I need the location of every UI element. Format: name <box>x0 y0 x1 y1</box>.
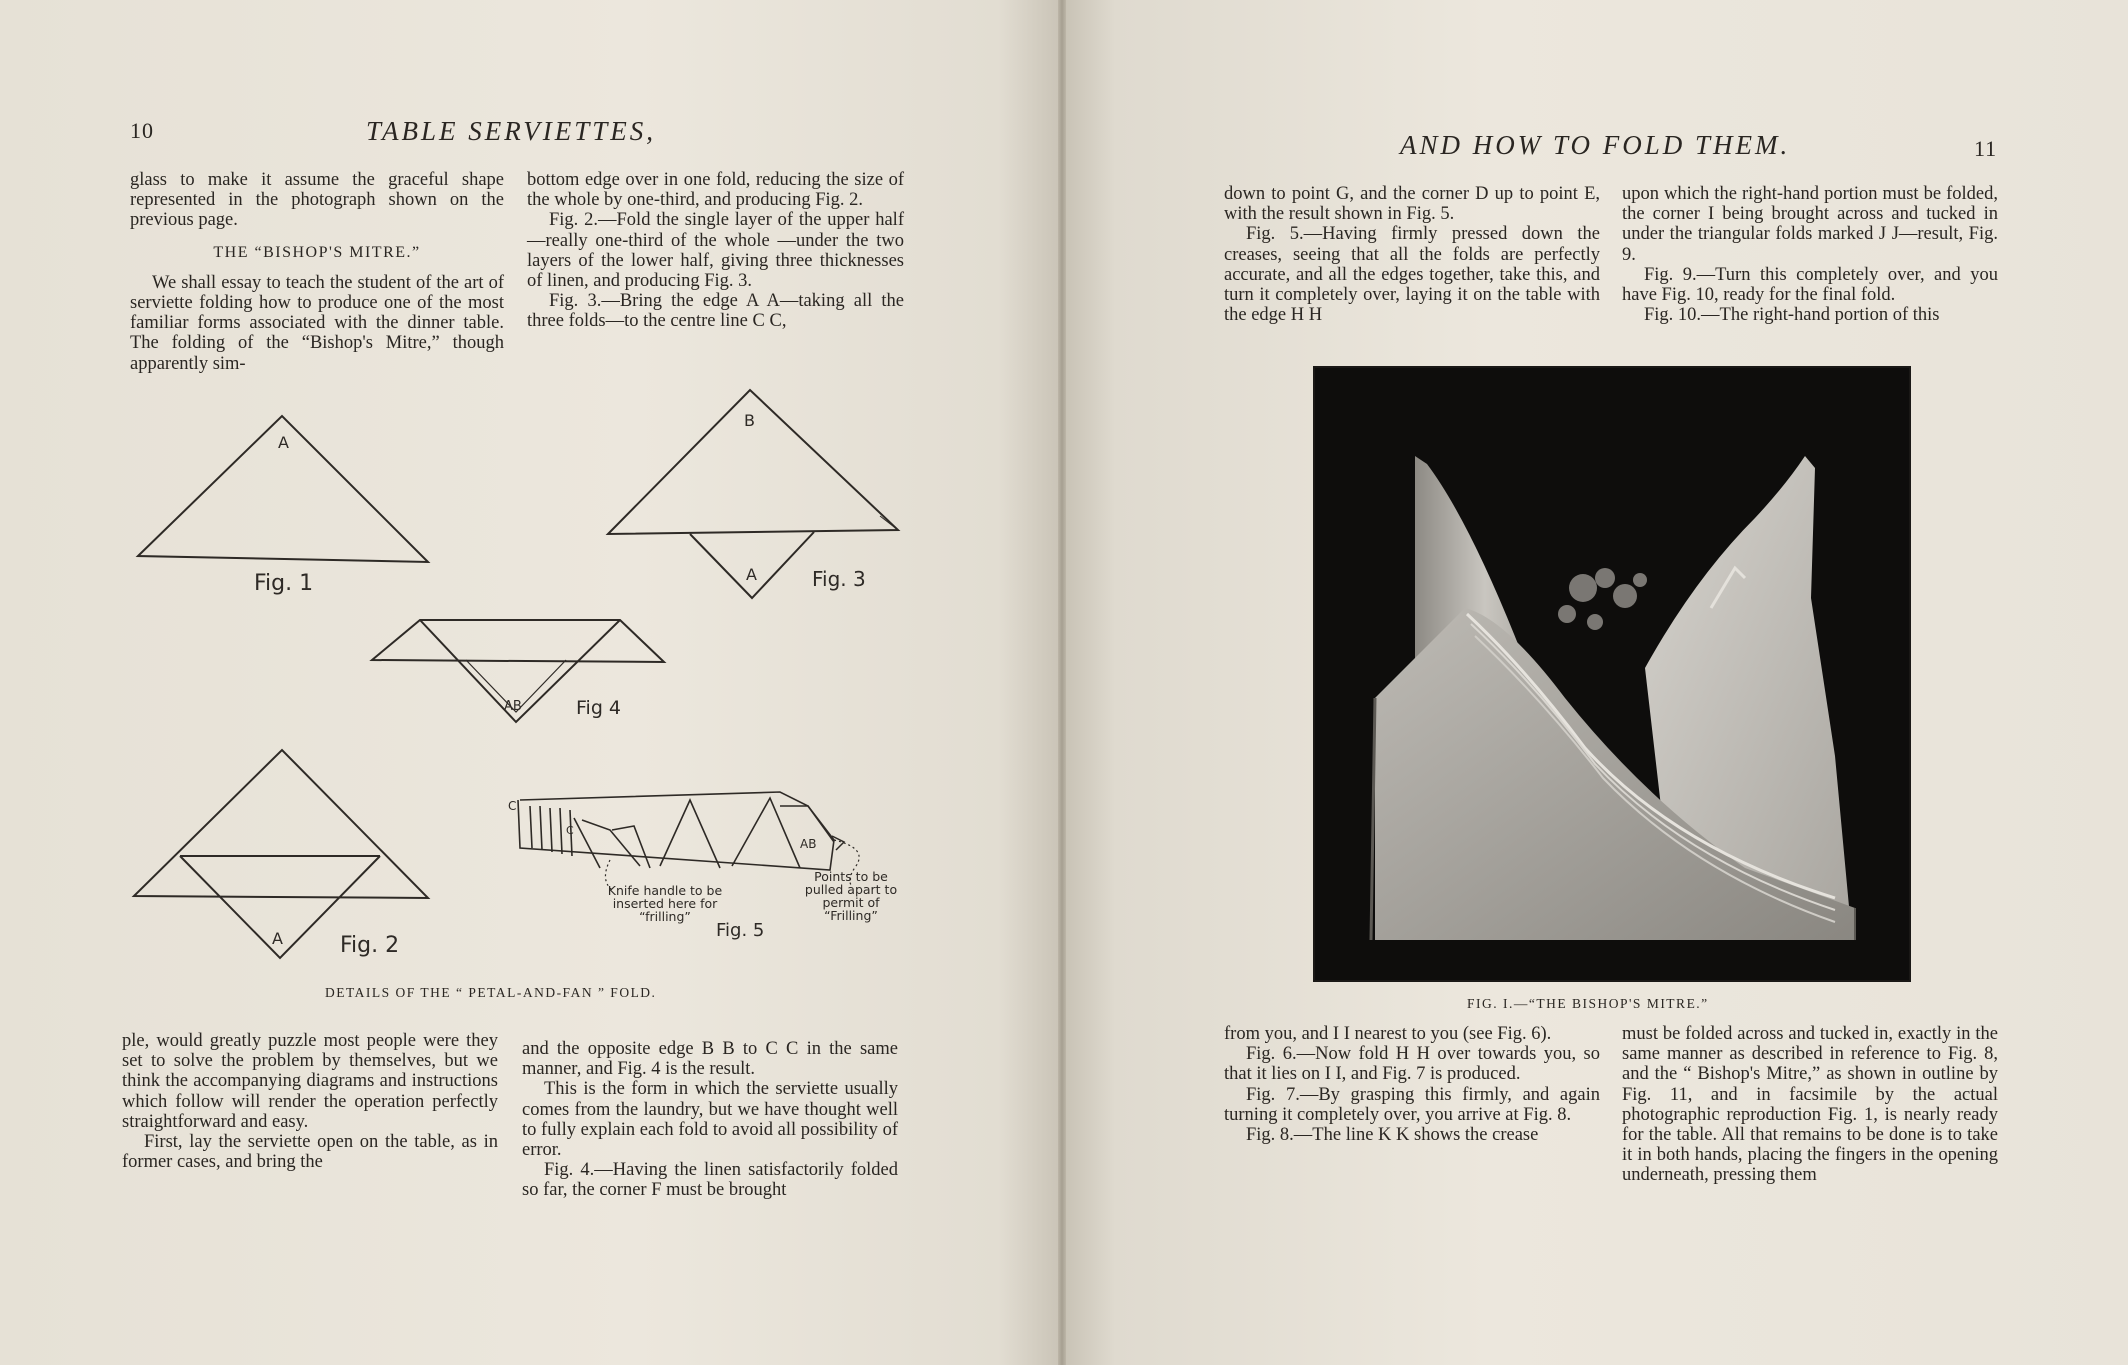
paragraph: Fig. 6.—Now fold H H over towards you, so that it lies on I I, and Fig. 7 is produced. <box>1224 1044 1600 1085</box>
paragraph: Fig. 8.—The line K K shows the crease <box>1246 1125 1539 1146</box>
paragraph: First, lay the serviette open on the table, as in former cases, and bring the <box>122 1132 498 1173</box>
label-a: A <box>278 433 289 452</box>
paragraph: bottom edge over in one fold, reducing the size of the whole by one-third, and producing Fig. 2. <box>527 170 904 211</box>
book-gutter <box>1058 0 1066 1365</box>
paragraph: We shall essay to teach the student of the art of serviette folding how to produce one of the most familiar forms associated with the dinner table. The folding of the “Bishop's Mitre,” though apparently sim- <box>130 272 504 374</box>
label-a: A <box>272 929 283 948</box>
paragraph: Fig. 3.—Bring the edge A A—taking all the three folds—to the centre line C C, <box>527 291 904 332</box>
paragraph: from you, and I I nearest to you (see Fig. 6). <box>1224 1024 1552 1044</box>
left-running-head: TABLE SERVIETTES, <box>366 116 657 146</box>
fig4-label: Fig 4 <box>576 697 622 719</box>
right-page-number: 11 <box>1974 136 1998 161</box>
folding-diagrams <box>0 0 1062 1000</box>
left-page <box>0 0 1062 1365</box>
left-page-number: 10 <box>130 118 154 143</box>
fig3-label: Fig. 3 <box>812 567 866 591</box>
paragraph: must be folded across and tucked in, exactly in the same manner as described in reference to Fig. 8, and the “ Bishop's Mitre,” as shown in outline by Fig. 11, and in facsimile by the actual photographic reproduction Fig. 1, is nearly ready for the table. All that remains to be done is to take it in both hands, placing the fingers in the opening underneath, pressing them <box>1622 1024 1998 1186</box>
right-col2-bottom <box>1622 1024 1998 1186</box>
label-a: A <box>746 565 757 584</box>
paragraph: down to point G, and the corner D up to point E, with the result shown in Fig. 5. <box>1224 184 1600 225</box>
right-running-head: AND HOW TO FOLD THEM. <box>1400 130 1791 160</box>
label-ab: AB <box>504 699 522 714</box>
right-col1-top <box>1224 184 1600 325</box>
left-col2-bottom <box>522 1039 898 1201</box>
paragraph: ple, would greatly puzzle most people were they set to solve the problem by themselves, but we think the accompanying diagrams and instructions which follow will render the operation perfectly straightforward and easy. <box>122 1031 498 1132</box>
diagram-caption: DETAILS OF THE “ PETAL-AND-FAN ” FOLD. <box>325 985 657 1000</box>
fig1-label: Fig. 1 <box>254 571 314 596</box>
paragraph: Fig. 9.—Turn this completely over, and you have Fig. 10, ready for the final fold. <box>1622 264 1998 306</box>
label-b: B <box>744 411 755 430</box>
right-col2-top <box>1622 184 1998 325</box>
label-ab: AB <box>800 837 817 851</box>
section-heading: THE “BISHOP'S MITRE.” <box>213 243 421 261</box>
label-c: C <box>566 824 574 837</box>
right-col1-bottom <box>1224 1024 1600 1145</box>
paragraph: Fig. 10.—The right-hand portion of this <box>1644 305 1940 326</box>
paragraph: Fig. 4.—Having the linen satisfactorily folded so far, the corner F must be brought <box>522 1160 898 1201</box>
points-note: Points to be pulled apart to permit of “Frilling” <box>804 870 898 923</box>
paragraph: upon which the right-hand portion must be folded, the corner I being brought across and tucked in under the triangular folds marked J J—result, Fig. 9. <box>1622 184 1998 265</box>
paragraph: Fig. 7.—By grasping this firmly, and again turning it completely over, you arrive at Fig. 8. <box>1224 1084 1600 1125</box>
fig5-label: Fig. 5 <box>716 920 765 941</box>
knife-handle-note: Knife handle to be inserted here for “frilling” <box>607 884 723 924</box>
fig2-label: Fig. 2 <box>340 933 400 958</box>
photo-caption: FIG. I.—“THE BISHOP'S MITRE.” <box>1467 996 1709 1011</box>
fig4-shape <box>372 620 664 662</box>
paragraph: and the opposite edge B B to C C in the same manner, and Fig. 4 is the result. <box>522 1039 898 1080</box>
paragraph: This is the form in which the serviette usually comes from the laundry, but we have thought well to fully explain each fold to avoid all possibility of error. <box>522 1079 898 1161</box>
paragraph: Fig. 5.—Having firmly pressed down the creases, seeing that all the folds are perfectly accurate, and all the edges together, take this, and turn it completely over, laying it on the table with the edge H H <box>1224 224 1600 326</box>
bishops-mitre-photo <box>1313 366 1911 982</box>
label-c: C <box>508 799 517 813</box>
left-col1-bottom <box>122 1031 498 1172</box>
fig2-triangle <box>134 750 428 898</box>
paragraph: Fig. 2.—Fold the single layer of the upper half—really one-third of the whole —under the two layers of the lower half, giving three thicknesses of linen, and producing Fig. 3. <box>527 210 904 292</box>
paragraph: glass to make it assume the graceful shape represented in the photograph shown on the previous page. <box>130 170 504 231</box>
